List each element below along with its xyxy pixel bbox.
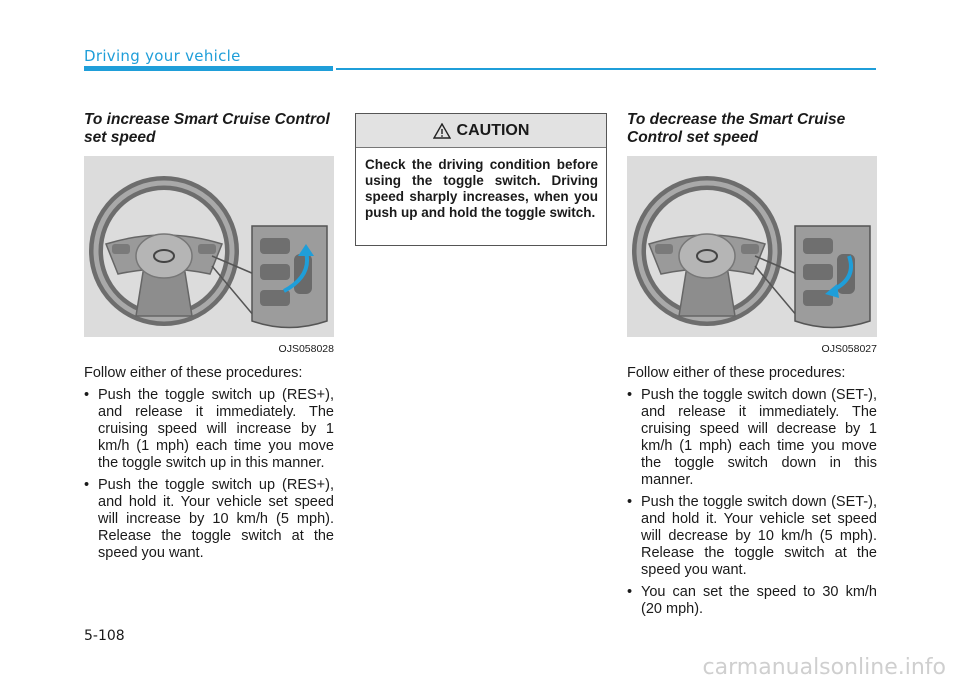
- left-section-title: To increase Smart Cruise Control set speed: [84, 111, 330, 146]
- procedure-list: [627, 387, 877, 618]
- caution-label: CAUTION: [456, 121, 530, 139]
- steering-wheel-figure-decrease: [627, 156, 877, 337]
- middle-column: [355, 113, 605, 246]
- list-item: • Push the toggle switch up (RES+), and hold it. Your vehicle set speed will increase by 10 km/h (5 mph). Release the toggle switch at the speed you want.: [84, 477, 334, 562]
- procedure-intro: Follow either of these procedures:: [627, 365, 846, 381]
- header-rule-thick: [84, 66, 333, 71]
- caution-text: Check the driving condition before using the toggle switch. Driving speed sharply increases, when you push up and hold the toggle switch.: [365, 157, 598, 220]
- figure-code: OJS058028: [278, 343, 334, 355]
- warning-triangle-icon: [433, 123, 451, 139]
- list-item: • You can set the speed to 30 km/h (20 mph).: [627, 584, 877, 618]
- section-header: Driving your vehicle: [84, 47, 241, 65]
- list-item: • Push the toggle switch down (SET-), and hold it. Your vehicle set speed will decrease by 10 km/h (5 mph). Release the toggle switch at the speed you want.: [627, 494, 877, 579]
- caution-header: [356, 114, 606, 148]
- left-column: [84, 111, 334, 567]
- watermark: carmanualsonline.info: [702, 655, 946, 680]
- steering-wheel-illustration: [627, 156, 877, 337]
- page-number: 5-108: [84, 628, 125, 644]
- figure-code: OJS058027: [821, 343, 877, 355]
- list-item: • Push the toggle switch up (RES+), and release it immediately. The cruising speed will increase by 1 km/h (1 mph) each time you move the toggle switch up in this manner.: [84, 387, 334, 472]
- procedure-list: [84, 387, 334, 562]
- procedure-intro: Follow either of these procedures:: [84, 365, 303, 381]
- header-rule-thin: [336, 68, 876, 70]
- caution-box: [355, 113, 607, 246]
- list-item: • Push the toggle switch down (SET-), and release it immediately. The cruising speed will decrease by 1 km/h (1 mph) each time you move the toggle switch down in this manner.: [627, 387, 877, 489]
- right-section-title: To decrease the Smart Cruise Control set speed: [627, 111, 846, 146]
- steering-wheel-illustration: [84, 156, 334, 337]
- steering-wheel-figure-increase: [84, 156, 334, 337]
- right-column: [627, 111, 877, 623]
